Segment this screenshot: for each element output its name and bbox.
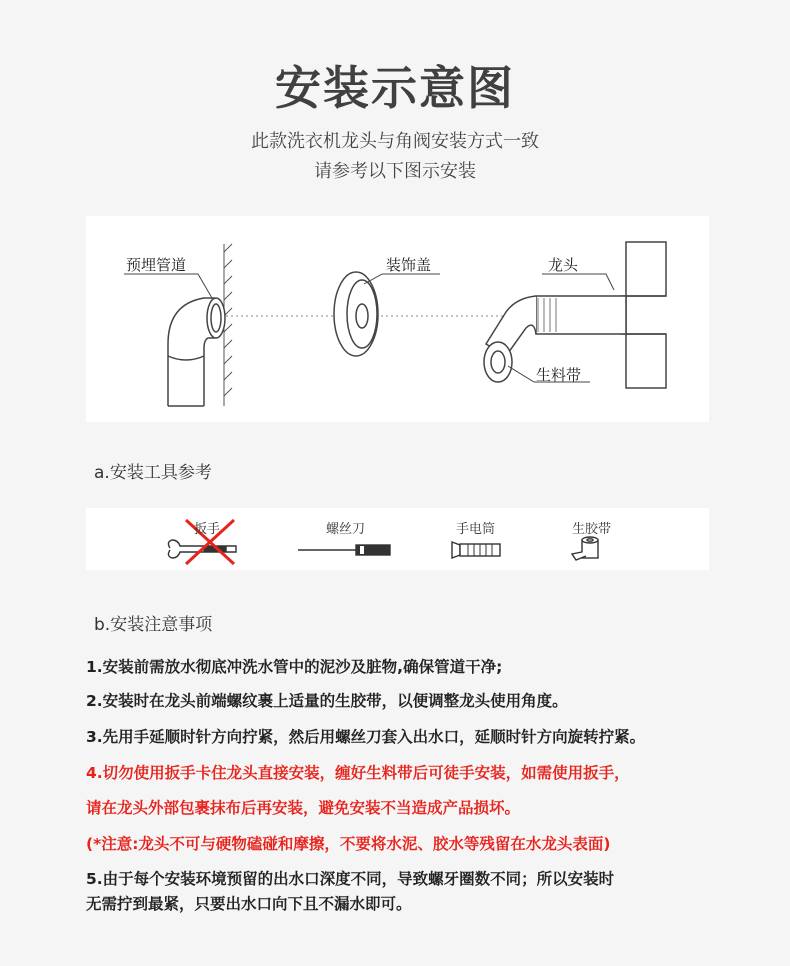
tools-icons-drawing — [86, 508, 709, 570]
flashlight-icon — [452, 542, 500, 558]
note-caution: (*注意:龙头不可与硬物磕碰和摩擦，不要将水泥、胶水等残留在水龙头表面) — [86, 835, 611, 853]
note-item: 3.先用手延顺时针方向拧紧，然后用螺丝刀套入出水口，延顺时针方向旋转拧紧。 — [86, 728, 646, 746]
label-embedded-pipe: 预埋管道 — [126, 256, 187, 274]
tool-label-screwdriver: 螺丝刀 — [326, 522, 366, 537]
page-title: 安装示意图 — [275, 61, 515, 115]
note-warning: 4.切勿使用扳手卡住龙头直接安装，缠好生料带后可徒手安装，如需使用扳手， — [86, 764, 630, 782]
note-item: 5.由于每个安装环境预留的出水口深度不同，导致螺牙圈数不同；所以安装时 — [86, 870, 615, 888]
tool-label-flashlight: 手电筒 — [456, 522, 496, 537]
tools-heading: a.安装工具参考 — [94, 463, 212, 483]
label-decorative-cover: 装饰盖 — [386, 256, 432, 274]
label-faucet: 龙头 — [548, 256, 579, 274]
label-tape: 生料带 — [536, 366, 582, 384]
note-item: 2.安装时在龙头前端螺纹裹上适量的生胶带，以便调整龙头使用角度。 — [86, 692, 568, 710]
note-item: 无需拧到最紧，只要出水口向下且不漏水即可。 — [86, 895, 412, 913]
tool-label-tape: 生胶带 — [572, 522, 612, 537]
tools-strip — [86, 508, 709, 570]
notes-heading: b.安装注意事项 — [94, 615, 213, 635]
installation-diagram-drawing — [86, 216, 709, 422]
subtitle-line-1: 此款洗衣机龙头与角阀安装方式一致 — [251, 131, 539, 152]
installation-diagram — [86, 216, 709, 422]
tool-label-wrench: 扳手 — [194, 522, 221, 537]
screwdriver-icon — [298, 545, 390, 555]
elbow-pipe — [168, 298, 225, 406]
tape-icon — [572, 537, 598, 560]
note-item: 1.安装前需放水彻底冲洗水管中的泥沙及脏物,确保管道干净; — [86, 658, 503, 676]
subtitle-line-2: 请参考以下图示安装 — [314, 161, 476, 182]
note-warning: 请在龙头外部包裹抹布后再安装，避免安装不当造成产品损坏。 — [86, 799, 521, 817]
decorative-cover-shape — [334, 272, 378, 356]
